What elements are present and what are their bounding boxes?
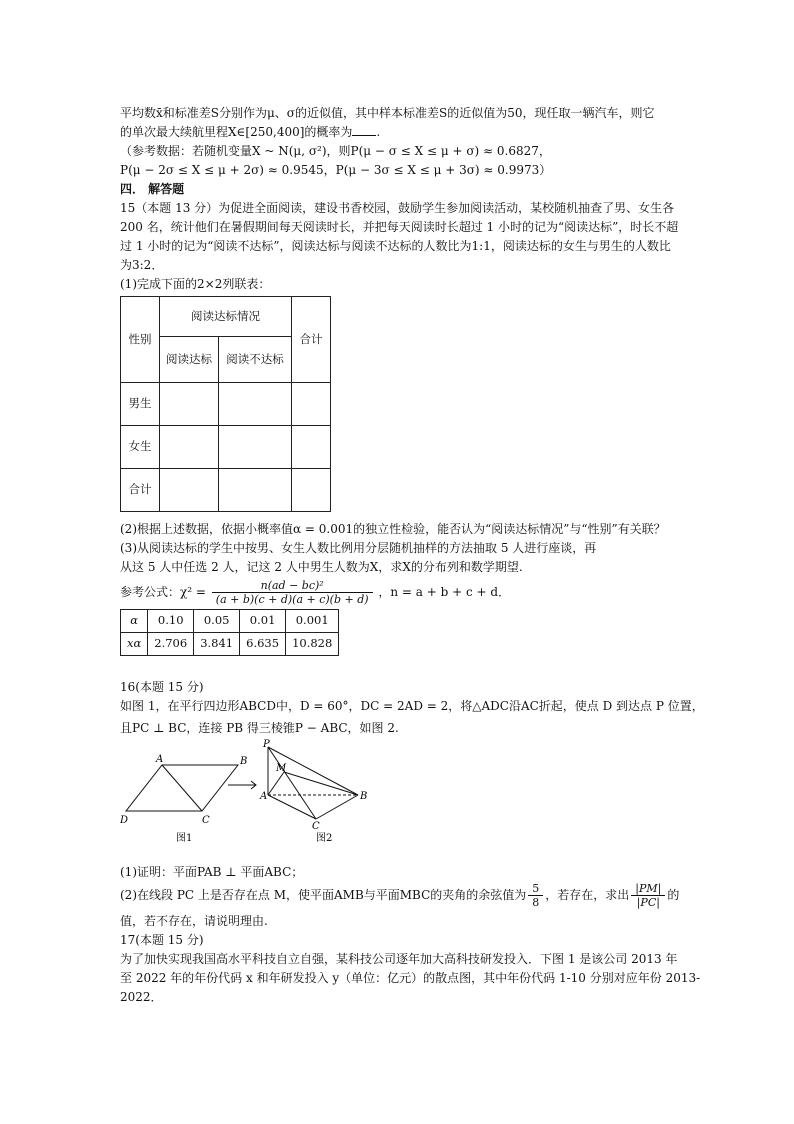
p15-question-3b: 从这 5 人中任选 2 人，记这 2 人中男生人数为X，求X的分布列和数学期望. xyxy=(120,560,523,574)
fig2-caption: 图2 xyxy=(316,833,333,844)
p16-q2-text-b: ，若存在，求出 xyxy=(545,888,630,902)
p17-line1: 为了加快实现我国高水平科技自立自强，某科技公司逐年加大高科技研发投入．下图 1 是该公司 2013 年 xyxy=(120,952,678,966)
fig2-label-p: P xyxy=(263,739,270,750)
reference-formula xyxy=(120,579,680,607)
fig1-label-c: C xyxy=(202,815,210,826)
alpha-value: 0.05 xyxy=(194,610,240,633)
p14-reference-2: P(μ − 2σ ≤ X ≤ μ + 2σ) ≈ 0.9545，P(μ − 3σ ≤ X ≤ μ + 3σ) ≈ 0.9973） xyxy=(120,163,552,177)
formula-tail: ，n = a + b + c + d． xyxy=(378,585,511,599)
answer-blank xyxy=(352,123,376,136)
fig2-label-b: B xyxy=(360,791,368,802)
table-header-gender: 性别 xyxy=(121,297,160,383)
fig2-label-a: A xyxy=(260,791,268,802)
ratio-fraction xyxy=(631,882,665,909)
p16-title: 16(本题 15 分) xyxy=(120,680,204,694)
p16-line2: 且PC ⊥ BC，连接 PB 得三棱锥P − ABC，如图 2. xyxy=(120,721,399,735)
p15-question-1: (1)完成下面的2×2列联表： xyxy=(120,277,271,291)
p15-question-3a: (3)从阅读达标的学生中按男、女生人数比例用分层随机抽样的方法抽取 5 人进行座谈，再 xyxy=(120,541,597,555)
figure-1-parallelogram xyxy=(126,765,238,811)
alpha-table xyxy=(120,609,339,656)
p16-q2-text-a: (2)在线段 PC 上是否存在点 M，使平面AMB与平面MBC的夹角的余弦值为 xyxy=(120,888,527,902)
x-alpha-label: xα xyxy=(121,633,148,656)
section-heading: 四． 解答题 xyxy=(120,182,185,196)
alpha-value: 0.10 xyxy=(148,610,194,633)
p17-title: 17(本题 15 分) xyxy=(120,933,204,947)
table-header-total: 合计 xyxy=(292,297,331,383)
chi-square-fraction xyxy=(212,579,373,606)
cosine-fraction xyxy=(528,882,543,909)
p15-question-2: (2)根据上述数据，依据小概率值α = 0.001的独立性检验，能否认为“阅读达标情况”与“性别”有关联？ xyxy=(120,522,666,536)
table-cell xyxy=(219,426,292,469)
p16-question-2 xyxy=(120,882,680,912)
p15-intro-1: 15（本题 13 分）为促进全面阅读，建设书香校园，鼓励学生参加阅读活动，某校随机抽查了男、女生各 xyxy=(120,201,675,215)
table-row-label-boys: 男生 xyxy=(121,383,160,426)
x-alpha-value: 2.706 xyxy=(148,633,194,656)
x-alpha-value: 6.635 xyxy=(240,633,286,656)
table-cell xyxy=(292,426,331,469)
arrow-icon xyxy=(228,781,256,789)
p16-q2-text-c: 的 xyxy=(667,888,680,902)
fig1-label-d: D xyxy=(120,815,129,826)
fig1-label-b: B xyxy=(240,756,248,767)
p16-question-1: (1)证明：平面PAB ⊥ 平面ABC； xyxy=(120,865,304,879)
exam-page xyxy=(120,104,704,1007)
table-cell xyxy=(160,426,219,469)
figure-2-pyramid xyxy=(268,747,358,819)
table-row-label-girls: 女生 xyxy=(121,426,160,469)
table-row-label-total: 合计 xyxy=(121,469,160,512)
p16-line1: 如图 1，在平行四边形ABCD中，D = 60°，DC = 2AD = 2，将△ADC沿AC折起，使点 D 到达点 P 位置， xyxy=(120,699,704,713)
alpha-value: 0.01 xyxy=(240,610,286,633)
table-cell xyxy=(219,469,292,512)
alpha-label: α xyxy=(121,610,148,633)
p17-line2: 至 2022 年的年份代码 x 和年研发投入 y（单位：亿元）的散点图，其中年份代码 1-10 分别对应年份 2013- xyxy=(120,971,701,985)
fig2-label-c: C xyxy=(312,821,320,832)
figure-svg xyxy=(120,739,680,863)
p16-question-2-cont: 值，若不存在，请说明理由. xyxy=(120,914,268,928)
table-subheader-fail: 阅读不达标 xyxy=(219,337,292,383)
fig2-label-m: M xyxy=(276,763,287,774)
x-alpha-value: 10.828 xyxy=(286,633,339,656)
ratio-denominator: |PC| xyxy=(636,896,660,909)
contingency-table xyxy=(120,296,331,512)
fig1-label-a: A xyxy=(156,754,164,765)
p15-intro-4: 为3:2． xyxy=(120,258,164,272)
fig1-caption: 图1 xyxy=(176,833,193,844)
x-alpha-value: 3.841 xyxy=(194,633,240,656)
p14-reference-1: （参考数据：若随机变量X ~ N(μ, σ²)，则P(μ − σ ≤ X ≤ μ + σ) ≈ 0.6827， xyxy=(120,144,551,158)
p15-intro-3: 过 1 小时的记为“阅读不达标”，阅读达标与阅读不达标的人数比为1:1，阅读达标的女生与男生的人数比 xyxy=(120,239,671,253)
formula-label: 参考公式：χ² = xyxy=(120,585,206,599)
table-cell xyxy=(292,469,331,512)
table-cell xyxy=(160,469,219,512)
alpha-value: 0.001 xyxy=(286,610,339,633)
geometry-figures xyxy=(120,739,680,863)
p15-intro-2: 200 名，统计他们在暑假期间每天阅读时长，并把每天阅读时长超过 1 小时的记为“阅读达标”，时长不超 xyxy=(120,220,679,234)
p14-line1: 平均数x̄和标准差S分别作为μ、σ的近似值，其中样本标准差S的近似值为50，现任取一辆汽车，则它 xyxy=(120,106,655,120)
cosine-denominator: 8 xyxy=(532,896,540,909)
p14-line2-end: . xyxy=(376,125,381,139)
table-cell xyxy=(292,383,331,426)
p14-line2 xyxy=(120,123,680,142)
table-cell xyxy=(219,383,292,426)
formula-numerator: n(ad − bc)² xyxy=(212,579,373,593)
table-subheader-pass: 阅读达标 xyxy=(160,337,219,383)
table-cell xyxy=(160,383,219,426)
formula-denominator: (a + b)(c + d)(a + c)(b + d) xyxy=(215,593,369,606)
cosine-numerator: 5 xyxy=(528,882,543,896)
table-header-reading-status: 阅读达标情况 xyxy=(160,297,292,337)
p17-line3: 2022． xyxy=(120,990,163,1004)
p14-line2-text: 的单次最大续航里程X∈[250,400]的概率为 xyxy=(120,125,353,139)
ratio-numerator: |PM| xyxy=(631,882,665,896)
